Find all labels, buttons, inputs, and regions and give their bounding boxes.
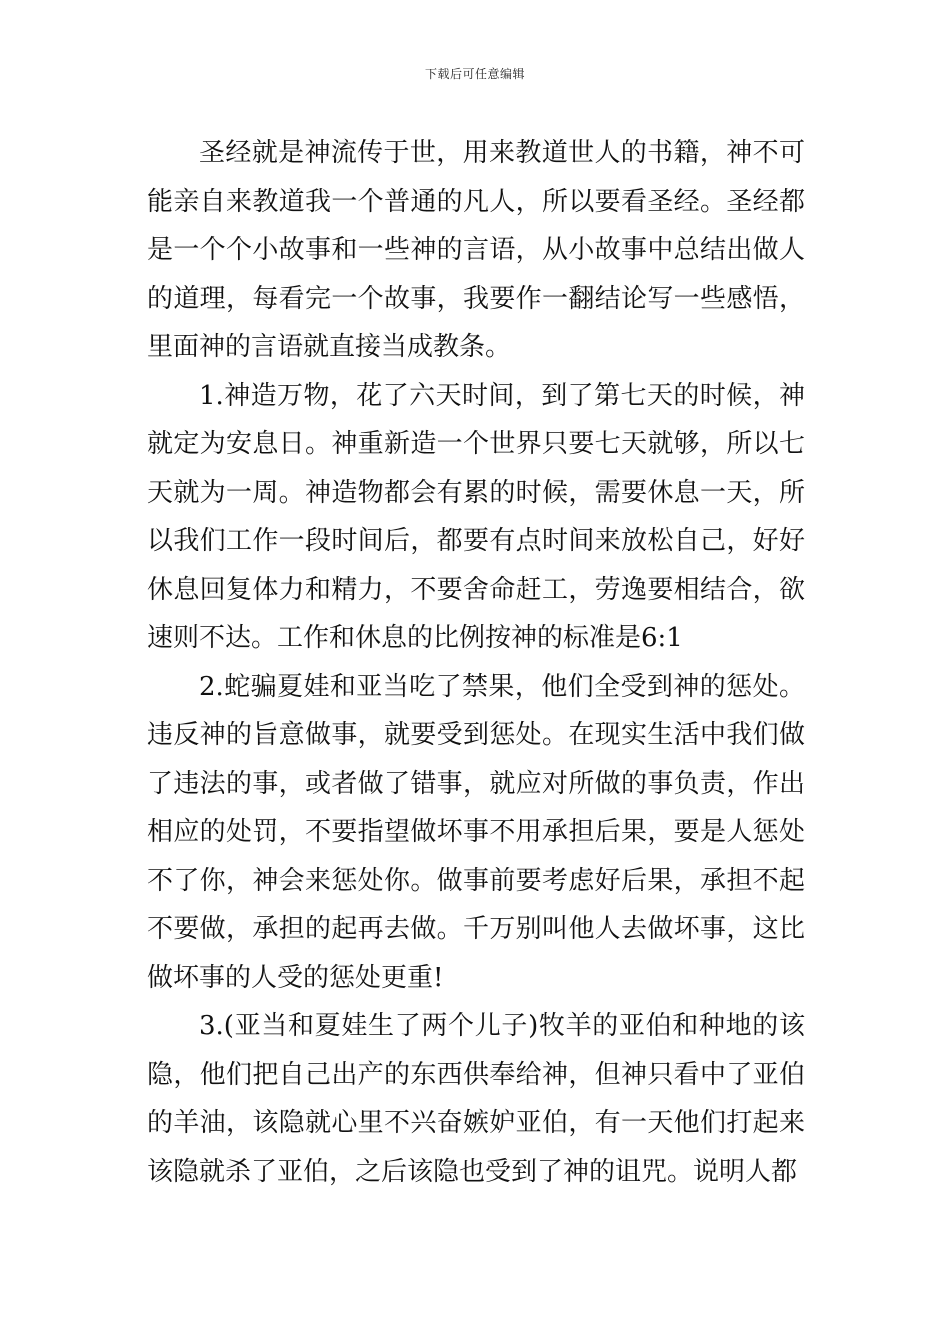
paragraph-item-2: 2.蛇骗夏娃和亚当吃了禁果，他们全受到神的惩处。违反神的旨意做事，就要受到惩处。在现实生活中我们做了违法的事，或者做了错事，就应对所做的事负责，作出相应的处罚，不要指望做坏事不用承担后果，要是人惩处不了你，神会来惩处你。做事前要考虑好后果，承担不起不要做，承担的起再去做。千万别叫他人去做坏事，这比做坏事的人受的惩处更重! <box>147 671 805 993</box>
paragraph-item-1: 1.神造万物，花了六天时间，到了第七天的时候，神就定为安息日。神重新造一个世界只要七天就够，所以七天就为一周。神造物都会有累的时候，需要休息一天，所以我们工作一段时间后，都要有点时间来放松自己，好好休息回复体力和精力，不要舍命赶工，劳逸要相结合，欲速则不达。工作和休息的比例按神的标准是6:1 <box>147 380 805 653</box>
document-body <box>147 129 805 1196</box>
header-note: 下载后可任意编辑 <box>424 67 525 81</box>
paragraph-item-3: 3.(亚当和夏娃生了两个儿子)牧羊的亚伯和种地的该隐，他们把自己出产的东西供奉给神，但神只看中了亚伯的羊油，该隐就心里不兴奋嫉妒亚伯，有一天他们打起来该隐就杀了亚伯，之后该隐也受到了神的诅咒。说明人都 <box>147 1011 805 1187</box>
paragraph-intro: 圣经就是神流传于世，用来教道世人的书籍，神不可能亲自来教道我一个普通的凡人，所以要看圣经。圣经都是一个个小故事和一些神的言语，从小故事中总结出做人的道理，每看完一个故事，我要作一翻结论写一些感悟，里面神的言语就直接当成教条。 <box>147 138 805 362</box>
